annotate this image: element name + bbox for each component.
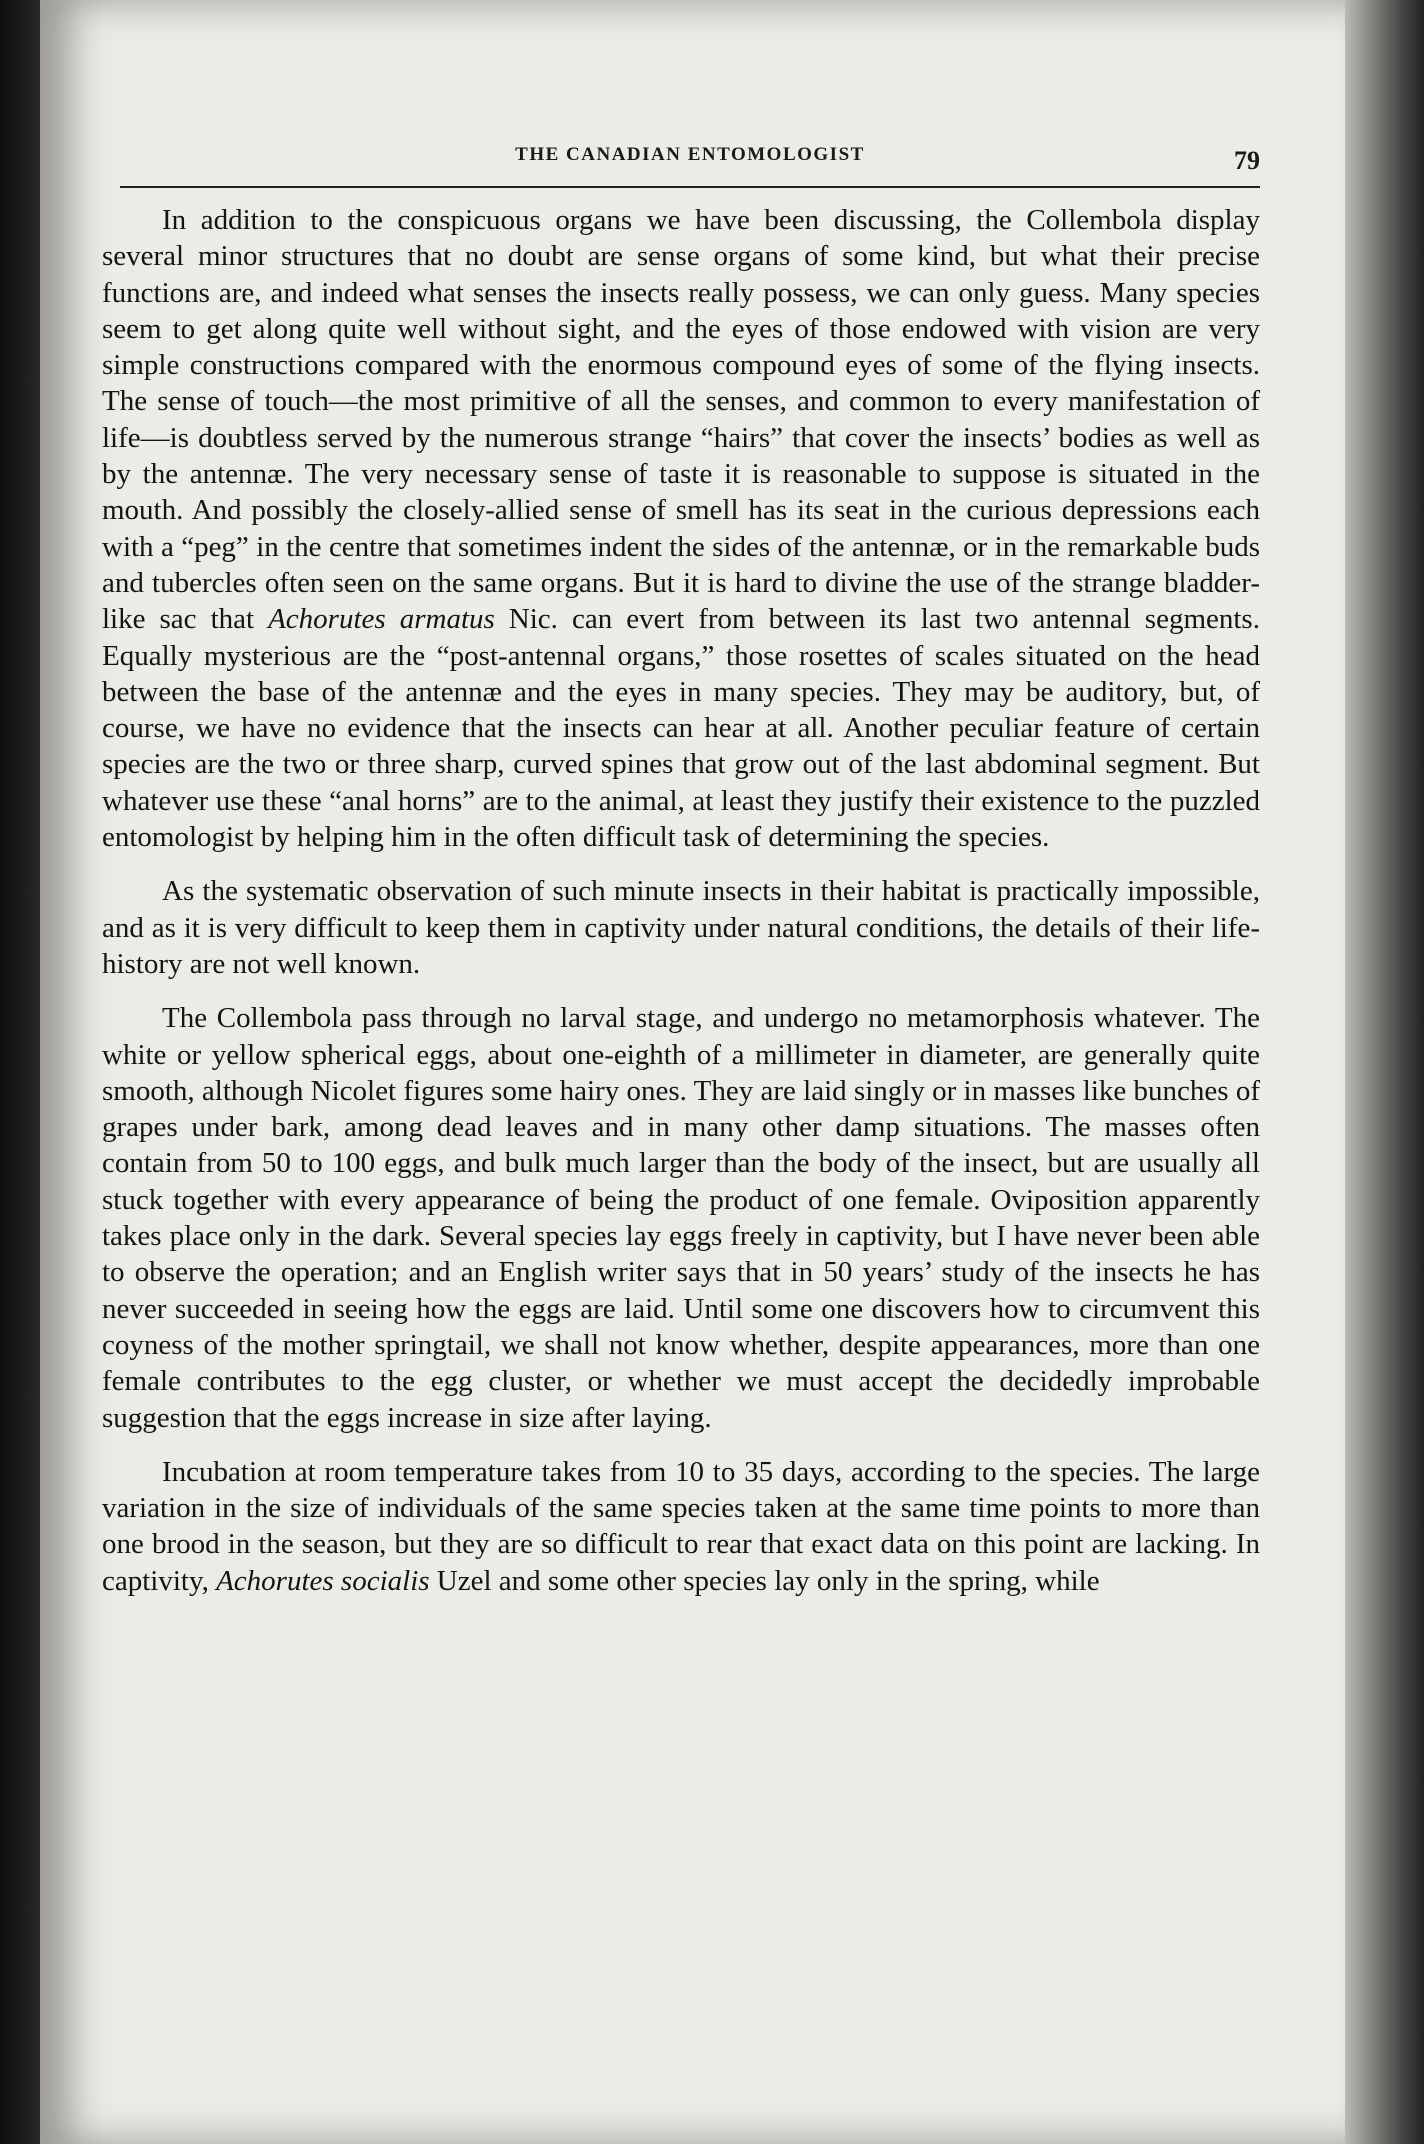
body-text xyxy=(102,202,1260,1617)
text-run: Nic. can evert from between its last two antennal segments. Equally mysterious are the “post-antennal organs,” those rosettes of scales situated on the head between the base of the antennæ and the eyes in many species. They may be auditory, but, of course, we have no evidence that the insects can hear at all. Another peculiar feature of certain species are the two or three sharp, curved spines that grow out of the last abdominal segment. But whatever use these “anal horns” are to the animal, at least they justify their existence to the puzzled entomologist by helping him in the often difficult task of determining the species. xyxy=(102,603,1260,854)
page-number: 79 xyxy=(1234,146,1260,175)
journal-page xyxy=(40,0,1345,2144)
text-run: The Collembola pass through no larval stage, and undergo no metamorphosis whatever. The white or yellow spherical eggs, about one-eighth of a millimeter in diameter, are generally quite smooth, although Nicolet figures some hairy ones. They are laid singly or in masses like bunches of grapes under bark, among dead leaves and in many other damp situations. The masses often contain from 50 to 100 eggs, and bulk much larger than the body of the insect, but are usually all stuck together with every appearance of being the product of one female. Oviposition apparently takes place only in the dark. Several species lay eggs freely in captivity, but I have never been able to observe the operation; and an English writer says that in 50 years’ study of the insects he has never succeeded in seeing how the eggs are laid. Until some one discovers how to circumvent this coyness of the mother springtail, we shall not know whether, despite appearances, more than one female contributes to the egg cluster, or whether we must accept the decidedly improbable suggestion that the eggs increase in size after laying. xyxy=(102,1002,1260,1434)
text-run: Uzel and some other species lay only in the spring, while xyxy=(429,1564,1100,1597)
text-run: Incubation at room temperature takes from 10 to 35 days, according to the species. The large variation in the size of individuals of the same species taken at the same time points to more than one brood in the season, but they are so difficult to rear that exact data on this point are lacking. In captivity, xyxy=(102,1455,1260,1597)
text-run: In addition to the conspicuous organs we have been discussing, the Collembola display several minor structures that no doubt are sense organs of some kind, but what their precise functions are, and indeed what senses the insects really possess, we can only guess. Many species seem to get along quite well without sight, and the eyes of those endowed with vision are very simple constructions compared with the enormous compound eyes of some of the flying insects. The sense of touch—the most primitive of all the senses, and common to every manifestation of life—is doubtless served by the numerous strange “hairs” that cover the insects’ bodies as well as by the antennæ. The very necessary sense of taste it is reasonable to suppose is situated in the mouth. And possibly the closely-allied sense of smell has its seat in the curious depressions each with a “peg” in the centre that sometimes indent the sides of the antennæ, or in the remarkable buds and tubercles often seen on the same organs. But it is hard to divine the use of the strange bladder-like sac that xyxy=(102,204,1260,636)
running-head: THE CANADIAN ENTOMOLOGIST xyxy=(515,144,865,165)
page-header xyxy=(120,140,1260,188)
paragraph-4 xyxy=(102,1454,1260,1599)
italic-species-name: Achorutes socialis xyxy=(216,1564,430,1597)
text-run: As the systematic observation of such minute insects in their habitat is practically impossible, and as it is very difficult to keep them in captivity under natural conditions, the details of their life-history are not well known. xyxy=(102,875,1260,980)
italic-species-name: Achorutes armatus xyxy=(268,603,495,636)
paragraph-1 xyxy=(102,202,1260,855)
paragraph-3 xyxy=(102,1000,1260,1436)
paragraph-2 xyxy=(102,873,1260,982)
page-stack-edge xyxy=(1344,0,1424,2144)
